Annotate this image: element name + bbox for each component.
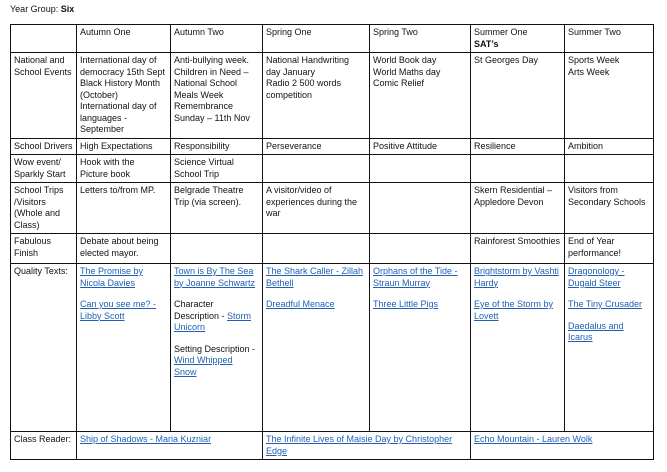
wow-label: Wow event/ Sparkly Start bbox=[11, 155, 77, 183]
events-cell: St Georges Day bbox=[471, 53, 565, 139]
events-label: National and School Events bbox=[11, 53, 77, 139]
header-autumn-two: Autumn Two bbox=[171, 25, 263, 53]
events-row bbox=[11, 53, 654, 139]
drivers-cell: Responsibility bbox=[171, 138, 263, 155]
quality-texts-cell bbox=[565, 264, 654, 432]
quality-texts-cell bbox=[171, 264, 263, 432]
book-link[interactable]: Dreadful Menace bbox=[266, 299, 335, 309]
sats-note: SAT’s bbox=[474, 38, 499, 49]
drivers-cell: Ambition bbox=[565, 138, 654, 155]
header-corner bbox=[11, 25, 77, 53]
finish-cell: End of Year performance! bbox=[565, 234, 654, 264]
drivers-row bbox=[11, 138, 654, 155]
trips-cell bbox=[370, 183, 471, 234]
header-summer-one bbox=[471, 25, 565, 53]
trips-cell: Skern Residential – Appledore Devon bbox=[471, 183, 565, 234]
setting-description bbox=[174, 344, 259, 379]
book-link[interactable]: Orphans of the Tide - Straun Murray bbox=[373, 266, 458, 288]
wow-row bbox=[11, 155, 654, 183]
book-link[interactable]: The Tiny Crusader bbox=[568, 299, 643, 309]
events-cell: Sports Week Arts Week bbox=[565, 53, 654, 139]
character-description-label: Character Description - bbox=[174, 299, 225, 321]
finish-cell: Debate about being elected mayor. bbox=[77, 234, 171, 264]
trips-cell: Belgrade Theatre Trip (via screen). bbox=[171, 183, 263, 234]
finish-cell bbox=[171, 234, 263, 264]
wow-cell bbox=[565, 155, 654, 183]
header-summer-one-label: Summer One bbox=[474, 27, 528, 37]
drivers-cell: Resilience bbox=[471, 138, 565, 155]
class-reader-cell bbox=[263, 432, 471, 460]
finish-row bbox=[11, 234, 654, 264]
finish-cell bbox=[370, 234, 471, 264]
header-summer-two: Summer Two bbox=[565, 25, 654, 53]
quality-texts-cell bbox=[471, 264, 565, 432]
book-link[interactable]: Town is By The Sea by Joanne Schwartz bbox=[174, 266, 256, 288]
header-spring-one: Spring One bbox=[263, 25, 370, 53]
class-reader-cell bbox=[471, 432, 654, 460]
character-description bbox=[174, 299, 259, 334]
finish-cell: Rainforest Smoothies bbox=[471, 234, 565, 264]
book-link[interactable]: The Infinite Lives of Maisie Day by Christopher Edge bbox=[266, 434, 453, 456]
trips-cell: Letters to/from MP. bbox=[77, 183, 171, 234]
year-group-value: Six bbox=[60, 4, 75, 14]
quality-texts-cell bbox=[77, 264, 171, 432]
book-link[interactable]: Dragonology - Dugald Steer bbox=[568, 266, 625, 288]
book-link[interactable]: Echo Mountain - Lauren Wolk bbox=[474, 434, 593, 444]
year-group-heading bbox=[10, 4, 74, 14]
book-link[interactable]: The Shark Caller - Zillah Bethell bbox=[266, 266, 364, 288]
trips-row bbox=[11, 183, 654, 234]
events-cell: World Book day World Maths day Comic Relief bbox=[370, 53, 471, 139]
finish-cell bbox=[263, 234, 370, 264]
header-spring-two: Spring Two bbox=[370, 25, 471, 53]
drivers-label: School Drivers bbox=[11, 138, 77, 155]
book-link[interactable]: Wind Whipped Snow bbox=[174, 355, 233, 377]
book-link[interactable]: Brightstorm by Vashti Hardy bbox=[474, 266, 559, 288]
events-cell: Anti-bullying week. Children in Need – National School Meals Week Remembrance Sunday – 11th Nov bbox=[171, 53, 263, 139]
year-group-label: Year Group: bbox=[10, 4, 59, 14]
wow-cell: Hook with the Picture book bbox=[77, 155, 171, 183]
book-link[interactable]: Daedalus and Icarus bbox=[568, 320, 624, 342]
book-link[interactable]: Ship of Shadows - Maria Kuzniar bbox=[80, 434, 212, 444]
book-link[interactable]: Three Little Pigs bbox=[373, 299, 439, 309]
class-reader-row bbox=[11, 432, 654, 460]
events-cell: International day of democracy 15th Sept Black History Month (October) International day of languages - September bbox=[77, 53, 171, 139]
quality-texts-cell bbox=[370, 264, 471, 432]
wow-cell bbox=[263, 155, 370, 183]
book-link[interactable]: The Promise by Nicola Davies bbox=[80, 266, 144, 288]
drivers-cell: Perseverance bbox=[263, 138, 370, 155]
trips-cell: A visitor/video of experiences during the war bbox=[263, 183, 370, 234]
quality-texts-label: Quality Texts: bbox=[11, 264, 77, 432]
trips-cell: Visitors from Secondary Schools bbox=[565, 183, 654, 234]
book-link[interactable]: Storm Unicorn bbox=[174, 310, 252, 332]
setting-description-label: Setting Description - bbox=[174, 343, 256, 354]
class-reader-cell bbox=[77, 432, 263, 460]
book-link[interactable]: Can you see me? - Libby Scott bbox=[80, 299, 157, 321]
quality-texts-row bbox=[11, 264, 654, 432]
book-link[interactable]: Eye of the Storm by Lovett bbox=[474, 299, 554, 321]
drivers-cell: Positive Attitude bbox=[370, 138, 471, 155]
trips-label: School Trips /Visitors (Whole and Class) bbox=[11, 183, 77, 234]
events-cell: National Handwriting day January Radio 2 500 words competition bbox=[263, 53, 370, 139]
wow-cell: Science Virtual School Trip bbox=[171, 155, 263, 183]
wow-cell bbox=[370, 155, 471, 183]
finish-label: Fabulous Finish bbox=[11, 234, 77, 264]
quality-texts-cell bbox=[263, 264, 370, 432]
class-reader-label: Class Reader: bbox=[11, 432, 77, 460]
curriculum-plan-table bbox=[10, 24, 654, 460]
drivers-cell: High Expectations bbox=[77, 138, 171, 155]
wow-cell bbox=[471, 155, 565, 183]
header-row bbox=[11, 25, 654, 53]
header-autumn-one: Autumn One bbox=[77, 25, 171, 53]
